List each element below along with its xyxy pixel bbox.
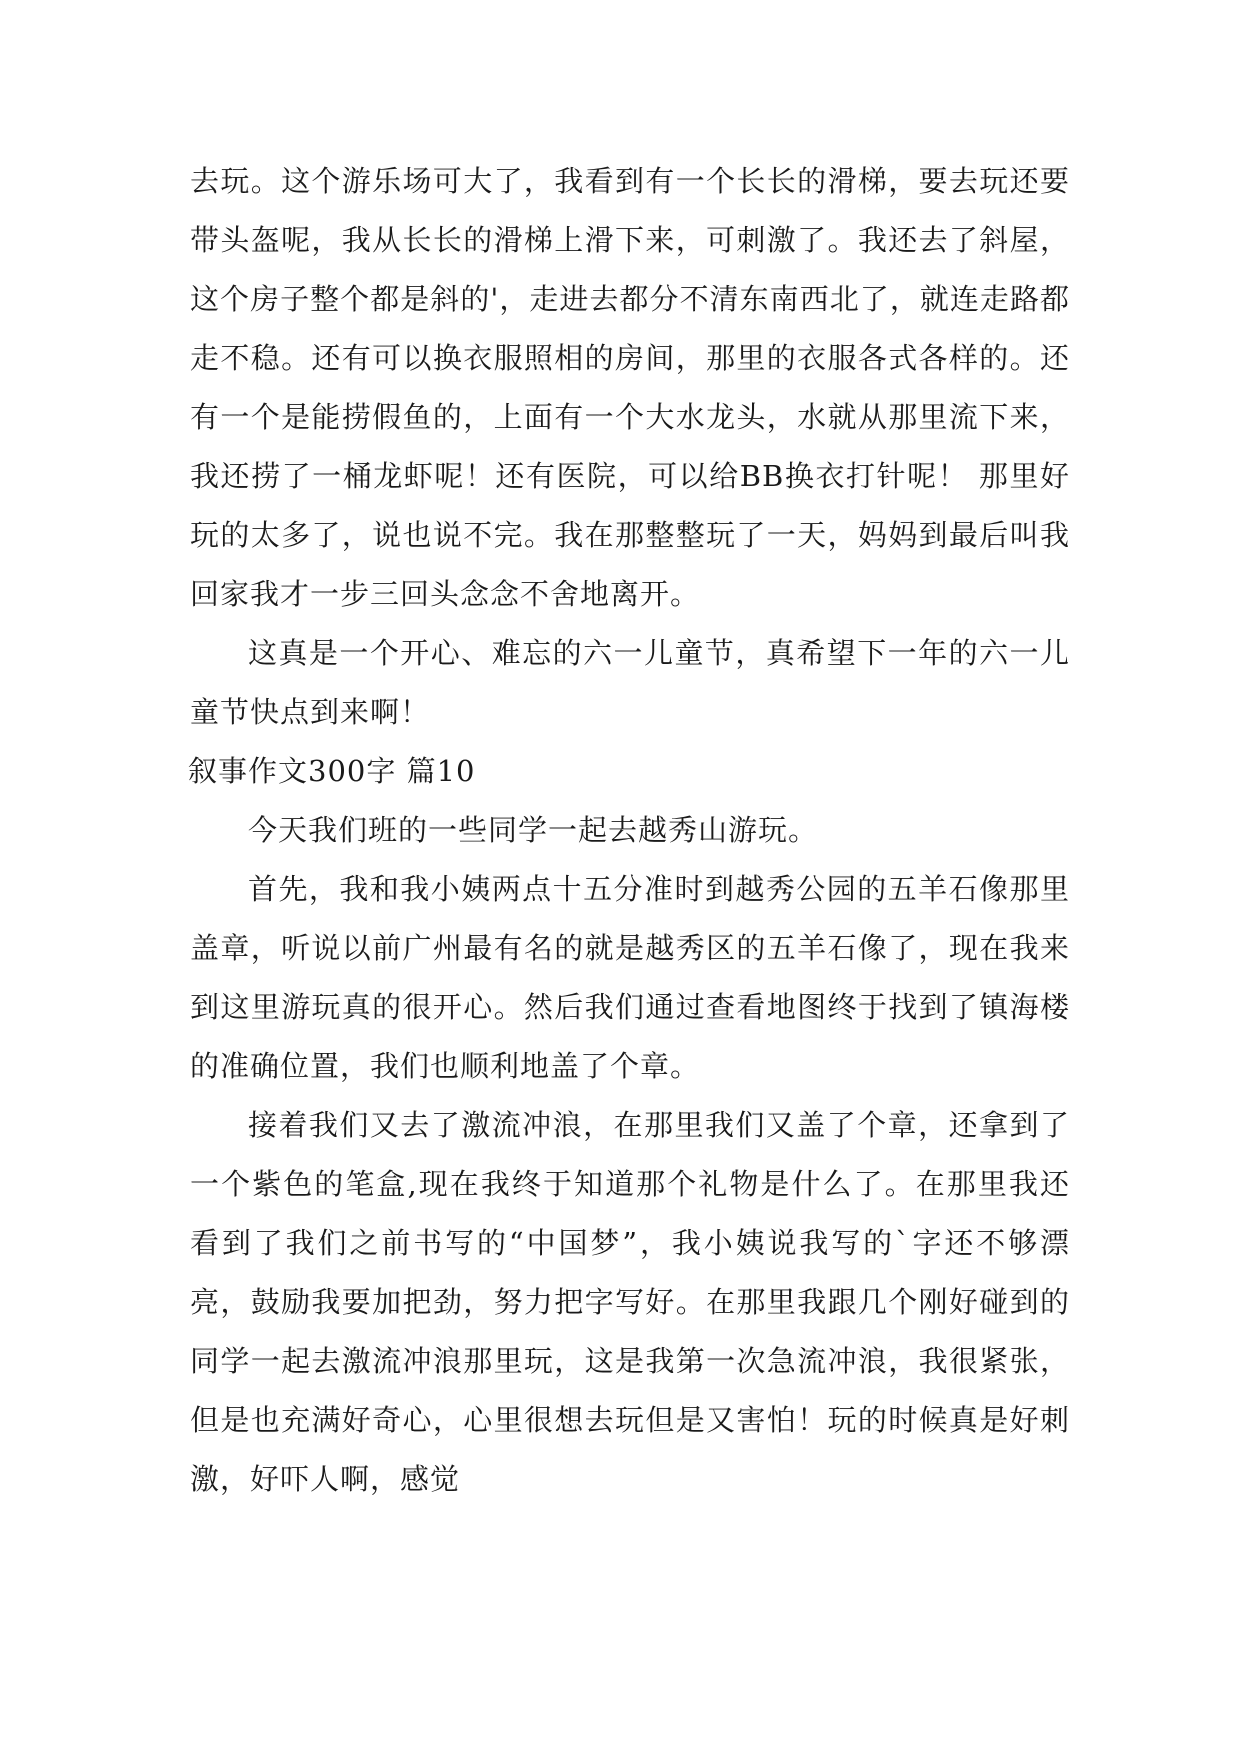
section-heading: 叙事作文300字 篇10 [188,754,476,788]
paragraph-five-rams: 首先，我和我小姨两点十五分准时到越秀公园的五羊石像那里盖章，听说以前广州最有名的就是越秀区的五羊石像了，现在我来到这里游玩真的很开心。然后我们通过查看地图终于找到了镇海楼的准确位置，我们也顺利地盖了个章。 [190,872,1070,1083]
paragraph-rafting: 接着我们又去了激流冲浪，在那里我们又盖了个章，还拿到了一个紫色的笔盒,现在我终于知道那个礼物是什么了。在那里我还看到了我们之前书写的“中国梦”，我小姨说我写的`字还不够漂亮，鼓励我要加把劲，努力把字写好。在那里我跟几个刚好碰到的同学一起去激流冲浪那里玩，这是我第一次急流冲浪，我很紧张，但是也充满好奇心，心里很想去玩但是又害怕！玩的时候真是好刺激，好吓人啊，感觉 [190,1108,1070,1496]
paragraph-amusement-park: 去玩。这个游乐场可大了，我看到有一个长长的滑梯，要去玩还要带头盔呢，我从长长的滑梯上滑下来，可刺激了。我还去了斜屋，这个房子整个都是斜的'，走进去都分不清东南西北了，就连走路都走不稳。还有可以换衣服照相的房间，那里的衣服各式各样的。还有一个是能捞假鱼的，上面有一个大水龙头，水就从那里流下来，我还捞了一桶龙虾呢！还有医院，可以给BB换衣打针呢！ 那里好玩的太多了，说也说不完。我在那整整玩了一天，妈妈到最后叫我回家我才一步三回头念念不舍地离开。 [190,164,1070,611]
paragraph-childrens-day: 这真是一个开心、难忘的六一儿童节，真希望下一年的六一儿童节快点到来啊！ [190,636,1070,729]
paragraph-yuexiu-intro: 今天我们班的一些同学一起去越秀山游玩。 [248,813,819,847]
document-page [190,152,1070,1509]
